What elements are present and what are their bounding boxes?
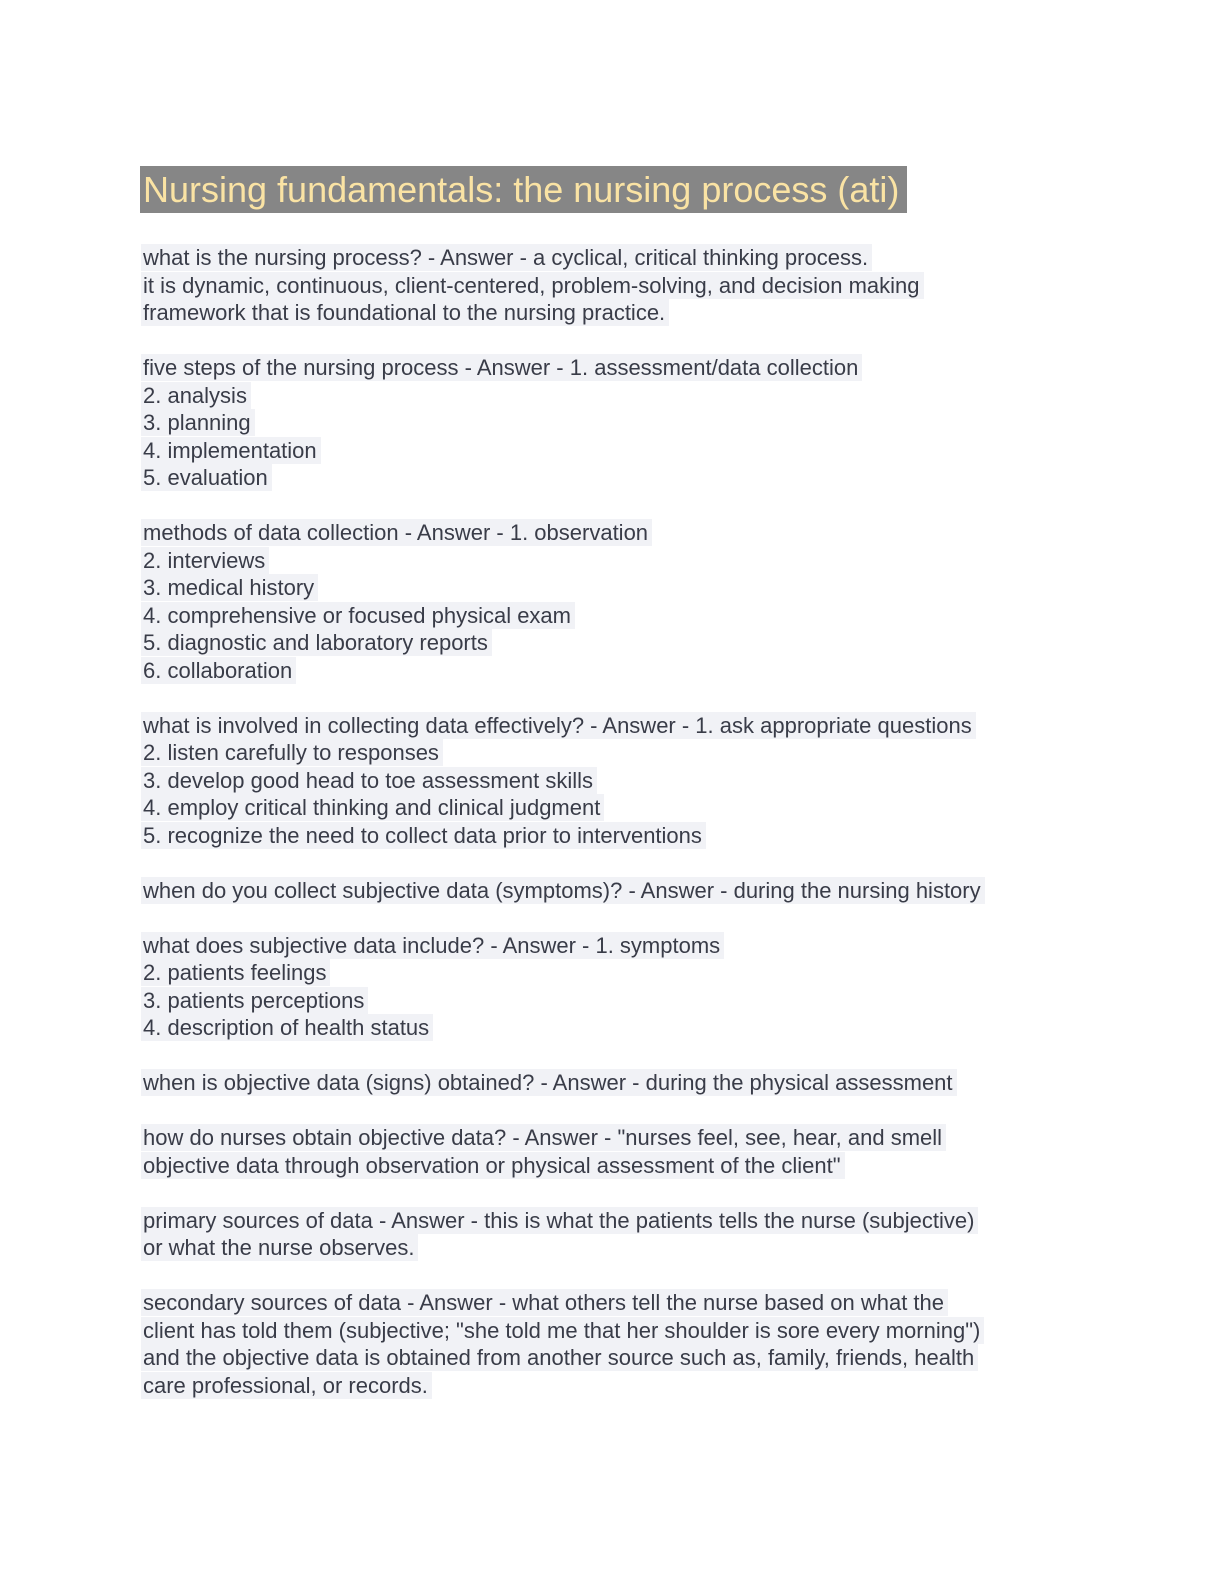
highlighted-line: 3. planning [141, 409, 255, 436]
text-line [143, 877, 1084, 905]
highlighted-line: client has told them (subjective; "she told me that her shoulder is sore every morning") [141, 1317, 984, 1344]
highlighted-line: 6. collaboration [141, 657, 296, 684]
qa-paragraph [143, 519, 1084, 684]
text-line [143, 959, 1084, 987]
text-line [143, 437, 1084, 465]
qa-paragraph [143, 1069, 1084, 1097]
page-title-row [143, 166, 1084, 213]
highlighted-line: 4. description of health status [141, 1014, 433, 1041]
qa-paragraph [143, 712, 1084, 850]
highlighted-line: it is dynamic, continuous, client-centered, problem-solving, and decision making [141, 272, 924, 299]
text-line [143, 382, 1084, 410]
highlighted-line: 2. listen carefully to responses [141, 739, 443, 766]
text-line [143, 272, 1084, 300]
highlighted-line: 5. evaluation [141, 464, 272, 491]
highlighted-line: 3. develop good head to toe assessment skills [141, 767, 597, 794]
text-line [143, 409, 1084, 437]
highlighted-line: 4. implementation [141, 437, 321, 464]
page-title: Nursing fundamentals: the nursing process (ati) [140, 166, 907, 213]
highlighted-line: and the objective data is obtained from another source such as, family, friends, health [141, 1344, 978, 1371]
highlighted-line: framework that is foundational to the nursing practice. [141, 299, 669, 326]
highlighted-line: care professional, or records. [141, 1372, 432, 1399]
qa-paragraph [143, 244, 1084, 327]
highlighted-line: primary sources of data - Answer - this is what the patients tells the nurse (subjective) [141, 1207, 978, 1234]
highlighted-line: 2. interviews [141, 547, 269, 574]
text-line [143, 657, 1084, 685]
text-line [143, 1344, 1084, 1372]
highlighted-line: what is involved in collecting data effectively? - Answer - 1. ask appropriate questions [141, 712, 976, 739]
highlighted-line: 2. analysis [141, 382, 251, 409]
text-line [143, 464, 1084, 492]
text-line [143, 1234, 1084, 1262]
qa-paragraph [143, 1207, 1084, 1262]
text-line [143, 629, 1084, 657]
text-line [143, 299, 1084, 327]
qa-paragraph [143, 932, 1084, 1042]
highlighted-line: 3. patients perceptions [141, 987, 368, 1014]
qa-paragraph [143, 1124, 1084, 1179]
text-line [143, 987, 1084, 1015]
text-line [143, 1207, 1084, 1235]
text-line [143, 1372, 1084, 1400]
text-line [143, 519, 1084, 547]
text-line [143, 932, 1084, 960]
highlighted-line: objective data through observation or physical assessment of the client" [141, 1152, 845, 1179]
highlighted-line: what is the nursing process? - Answer - a cyclical, critical thinking process. [141, 244, 872, 271]
highlighted-line: how do nurses obtain objective data? - Answer - "nurses feel, see, hear, and smell [141, 1124, 946, 1151]
text-line [143, 1014, 1084, 1042]
text-line [143, 547, 1084, 575]
highlighted-line: 3. medical history [141, 574, 318, 601]
text-line [143, 767, 1084, 795]
text-line [143, 1124, 1084, 1152]
text-line [143, 1069, 1084, 1097]
qa-paragraph [143, 877, 1084, 905]
text-line [143, 602, 1084, 630]
highlighted-line: what does subjective data include? - Answer - 1. symptoms [141, 932, 724, 959]
text-line [143, 822, 1084, 850]
highlighted-line: or what the nurse observes. [141, 1234, 418, 1261]
text-line [143, 574, 1084, 602]
text-line [143, 354, 1084, 382]
highlighted-line: 5. recognize the need to collect data prior to interventions [141, 822, 706, 849]
highlighted-line: 5. diagnostic and laboratory reports [141, 629, 492, 656]
text-line [143, 1317, 1084, 1345]
highlighted-line: 2. patients feelings [141, 959, 330, 986]
highlighted-line: five steps of the nursing process - Answer - 1. assessment/data collection [141, 354, 862, 381]
highlighted-line: when do you collect subjective data (symptoms)? - Answer - during the nursing history [141, 877, 985, 904]
text-line [143, 244, 1084, 272]
highlighted-line: 4. employ critical thinking and clinical judgment [141, 794, 604, 821]
qa-paragraph [143, 1289, 1084, 1399]
text-line [143, 1152, 1084, 1180]
text-line [143, 1289, 1084, 1317]
highlighted-line: methods of data collection - Answer - 1. observation [141, 519, 652, 546]
highlighted-line: when is objective data (signs) obtained? - Answer - during the physical assessment [141, 1069, 957, 1096]
highlighted-line: secondary sources of data - Answer - what others tell the nurse based on what the [141, 1289, 948, 1316]
qa-paragraph [143, 354, 1084, 492]
highlighted-line: 4. comprehensive or focused physical exam [141, 602, 575, 629]
text-line [143, 712, 1084, 740]
text-line [143, 739, 1084, 767]
text-line [143, 794, 1084, 822]
